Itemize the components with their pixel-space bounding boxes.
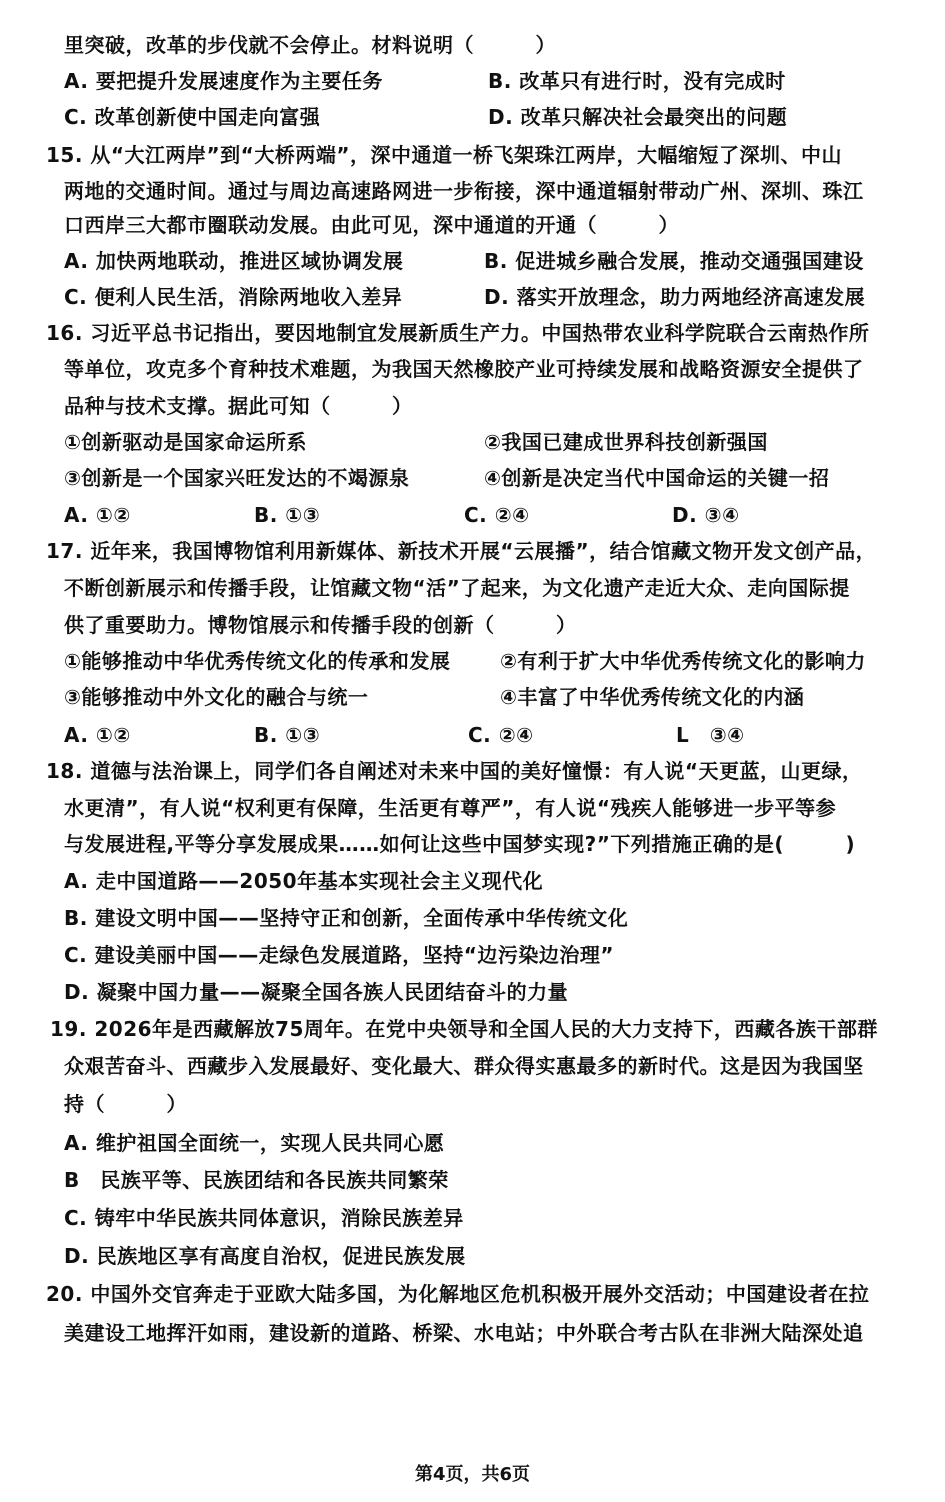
q20-stem-line-2: 美建设工地挥汗如雨，建设新的道路、桥梁、水电站；中外联合考古队在非洲大陆深处追: [64, 1321, 864, 1345]
q18-stem-line-3: 与发展进程,平等分享发展成果……如何让这些中国梦实现?”下列措施正确的是( ): [64, 832, 856, 856]
q18-option-c: C. 建设美丽中国——走绿色发展道路，坚持“边污染边治理”: [64, 943, 615, 967]
q17-statement-3: ③能够推动中外文化的融合与统一: [64, 685, 369, 709]
q18-option-b: B. 建设文明中国——坚持守正和创新，全面传承中华传统文化: [64, 906, 629, 930]
q16-option-b: B. ①③: [254, 503, 321, 527]
q16-stem-line-1: 16. 习近平总书记指出，要因地制宜发展新质生产力。中国热带农业科学院联合云南热作所: [46, 321, 870, 345]
q15-option-b: B. 促进城乡融合发展，推动交通强国建设: [484, 249, 864, 273]
page-number-footer: 第4页，共6页: [414, 1464, 531, 1485]
q14-option-a: A. 要把提升发展速度作为主要任务: [64, 69, 383, 93]
q14-option-b: B. 改革只有进行时，没有完成时: [488, 69, 786, 93]
q16-statement-4: ④创新是决定当代中国命运的关键一招: [484, 466, 830, 490]
q19-stem-line-2: 众艰苦奋斗、西藏步入发展最好、变化最大、群众得实惠最多的新时代。这是因为我国坚: [64, 1054, 864, 1078]
q20-stem-line-1: 20. 中国外交官奔走于亚欧大陆多国，为化解地区危机积极开展外交活动；中国建设者在拉: [46, 1282, 870, 1306]
q16-statement-3: ③创新是一个国家兴旺发达的不竭源泉: [64, 466, 410, 490]
q17-option-a: A. ①②: [64, 723, 131, 747]
q17-statement-2: ②有利于扩大中华优秀传统文化的影响力: [500, 649, 866, 673]
q18-stem-line-2: 水更清”，有人说“权利更有保障，生活更有尊严”，有人说“残疾人能够进一步平等参: [64, 796, 837, 820]
q18-option-a: A. 走中国道路——2050年基本实现社会主义现代化: [64, 869, 544, 893]
q17-stem-line-2: 不断创新展示和传播手段，让馆藏文物“活”了起来，为文化遗产走近大众、走向国际提: [64, 576, 850, 600]
q19-stem-line-1: 19. 2026年是西藏解放75周年。在党中央领导和全国人民的大力支持下，西藏各族干部群: [50, 1017, 878, 1041]
q18-option-d: D. 凝聚中国力量——凝聚全国各族人民团结奋斗的力量: [64, 980, 569, 1004]
q16-stem-line-2: 等单位，攻克多个育种技术难题，为我国天然橡胶产业可持续发展和战略资源安全提供了: [64, 357, 864, 381]
q16-statement-1: ①创新驱动是国家命运所系: [64, 430, 307, 454]
q14-stem-tail: 里突破，改革的步伐就不会停止。材料说明（ ）: [64, 33, 556, 57]
q17-option-c: C. ②④: [468, 723, 534, 747]
q17-option-b: B. ①③: [254, 723, 321, 747]
q19-option-a: A. 维护祖国全面统一，实现人民共同心愿: [64, 1131, 445, 1155]
q17-option-d: L ③④: [676, 723, 745, 747]
q17-stem-line-1: 17. 近年来，我国博物馆利用新媒体、新技术开展“云展播”，结合馆藏文物开发文创产品，: [46, 539, 877, 563]
q16-stem-line-3: 品种与技术支撑。据此可知（ ）: [64, 394, 413, 418]
q19-option-c: C. 铸牢中华民族共同体意识，消除民族差异: [64, 1206, 464, 1230]
q19-option-b: B 民族平等、民族团结和各民族共同繁荣: [64, 1168, 449, 1192]
q17-stem-line-3: 供了重要助力。博物馆展示和传播手段的创新（ ）: [64, 613, 577, 637]
q15-option-a: A. 加快两地联动，推进区域协调发展: [64, 249, 404, 273]
q15-option-d: D. 落实开放理念，助力两地经济高速发展: [484, 285, 866, 309]
q15-stem-line-3: 口西岸三大都市圈联动发展。由此可见，深中通道的开通（ ）: [64, 213, 679, 237]
q19-stem-line-3: 持（ ）: [64, 1092, 187, 1116]
q16-statement-2: ②我国已建成世界科技创新强国: [484, 430, 768, 454]
q19-option-d: D. 民族地区享有高度自治权，促进民族发展: [64, 1244, 466, 1268]
q16-option-a: A. ①②: [64, 503, 131, 527]
q16-option-c: C. ②④: [464, 503, 530, 527]
q14-option-c: C. 改革创新使中国走向富强: [64, 105, 321, 129]
q17-statement-1: ①能够推动中华优秀传统文化的传承和发展: [64, 649, 451, 673]
q18-stem-line-1: 18. 道德与法治课上，同学们各自阐述对未来中国的美好憧憬：有人说“天更蓝，山更绿，: [46, 759, 863, 783]
q16-option-d: D. ③④: [672, 503, 740, 527]
q15-stem-line-1: 15. 从“大江两岸”到“大桥两端”，深中通道一桥飞架珠江两岸，大幅缩短了深圳、中山: [46, 143, 842, 167]
q15-stem-line-2: 两地的交通时间。通过与周边高速路网进一步衔接，深中通道辐射带动广州、深圳、珠江: [64, 179, 864, 203]
q15-option-c: C. 便利人民生活，消除两地收入差异: [64, 285, 403, 309]
q17-statement-4: ④丰富了中华优秀传统文化的内涵: [500, 685, 805, 709]
q14-option-d: D. 改革只解决社会最突出的问题: [488, 105, 788, 129]
